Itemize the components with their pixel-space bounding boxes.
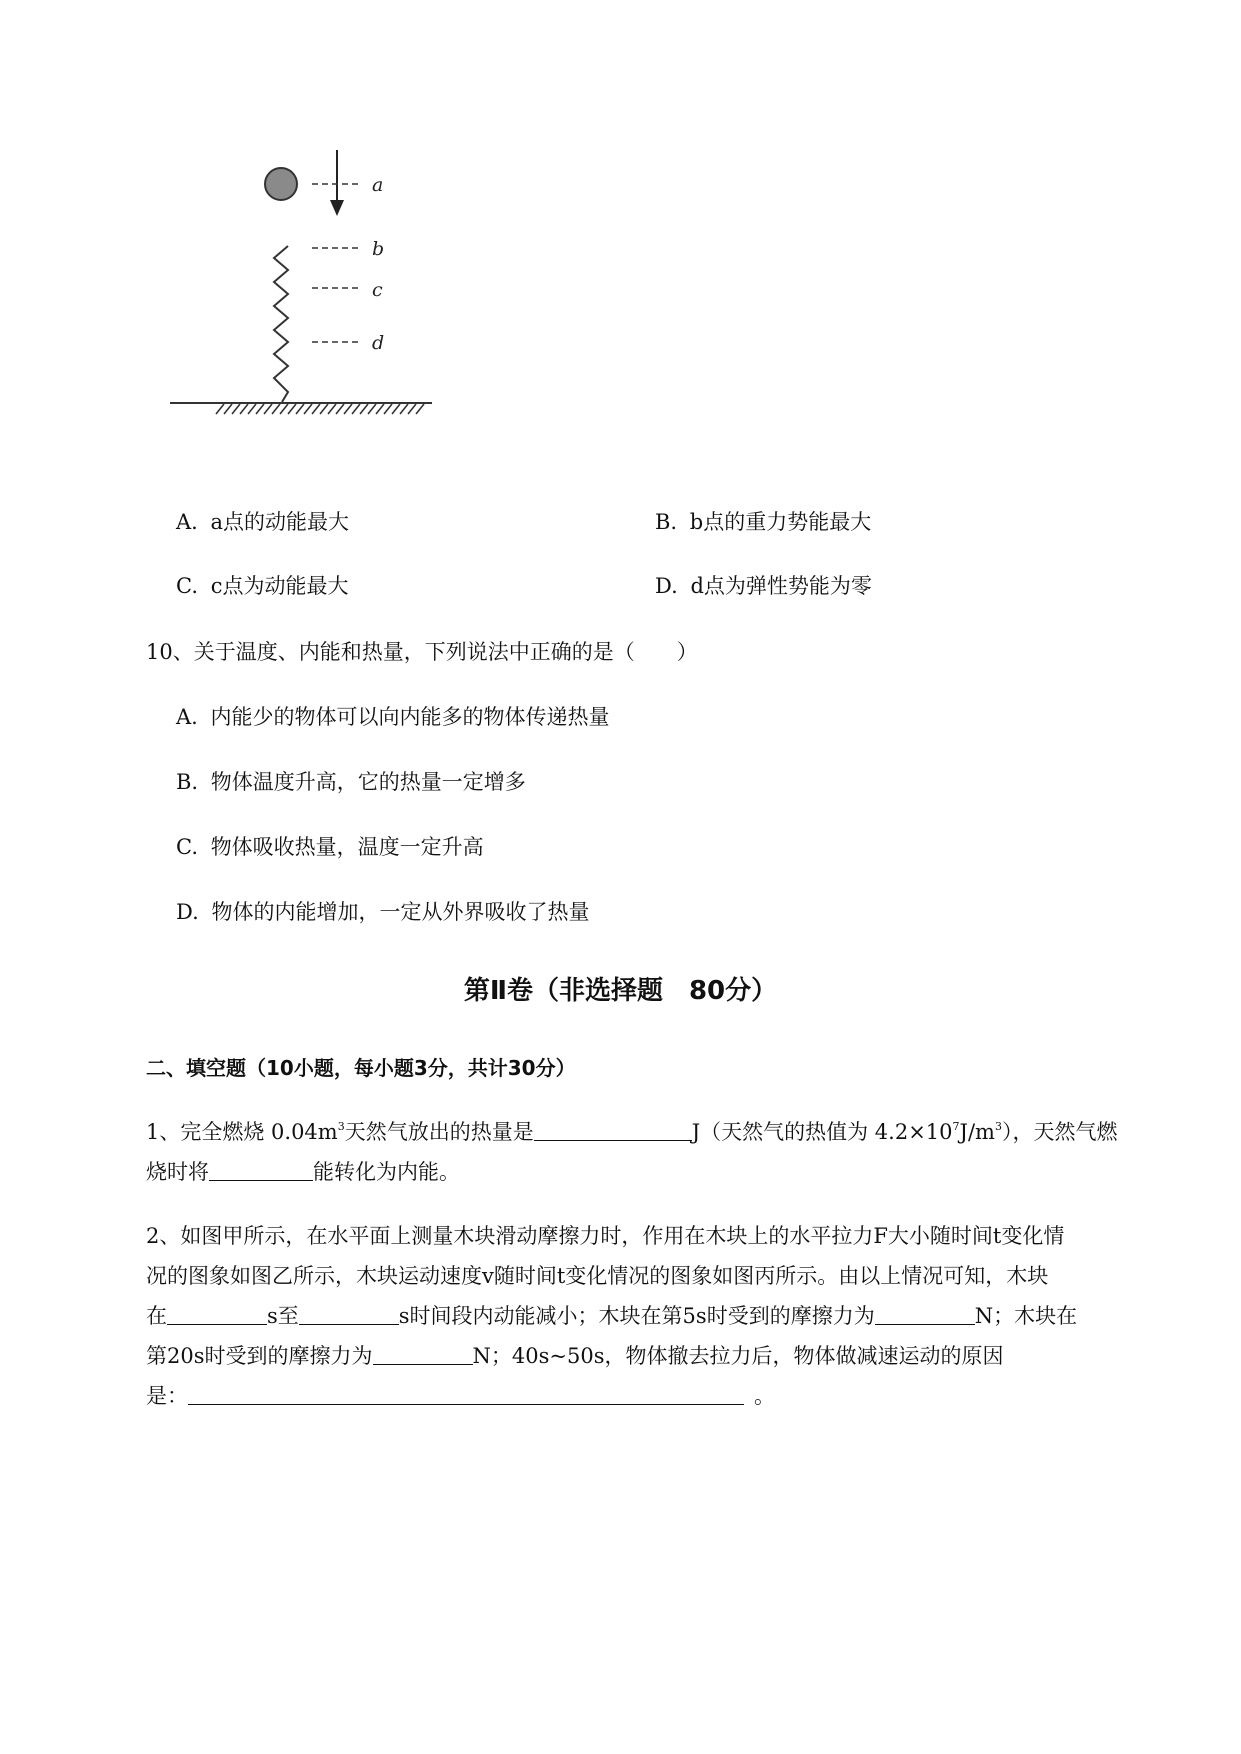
option-letter: B. bbox=[176, 770, 199, 794]
spring bbox=[274, 246, 288, 402]
q10-option-c bbox=[176, 831, 484, 861]
fill2-text: N；40s~50s，物体撤去拉力后，物体做减速运动的原因 bbox=[472, 1344, 1004, 1368]
fill1-text: 烧时将 bbox=[146, 1160, 209, 1184]
fill2-text: 是： bbox=[146, 1384, 188, 1408]
option-text: 物体温度升高，它的热量一定增多 bbox=[210, 770, 526, 794]
fill1-line2 bbox=[146, 1156, 460, 1186]
fill2-line1: 2、如图甲所示，在水平面上测量木块滑动摩擦力时，作用在木块上的水平拉力F大小随时间t变化情 bbox=[146, 1224, 1065, 1248]
fill1-text: J（天然气的热值为 4.2×10 bbox=[691, 1120, 953, 1144]
option-letter: A. bbox=[176, 705, 198, 729]
option-letter: C. bbox=[176, 574, 198, 598]
q9-option-c bbox=[176, 570, 348, 600]
option-letter: D. bbox=[655, 574, 678, 598]
fill2-blank-friction-5s[interactable] bbox=[875, 1302, 975, 1325]
option-letter: C. bbox=[176, 835, 198, 859]
fill1-superscript: 3 bbox=[337, 1120, 345, 1133]
fill2-blank-reason[interactable] bbox=[188, 1382, 744, 1405]
ball bbox=[265, 168, 297, 200]
fill2-text: s时间段内动能减小；木块在第5s时受到的摩擦力为 bbox=[398, 1304, 875, 1328]
fill2-text: N；木块在 bbox=[974, 1304, 1078, 1328]
option-text: d点为弹性势能为零 bbox=[690, 574, 872, 598]
fill-section-heading: 二、填空题（10小题，每小题3分，共计30分） bbox=[146, 1056, 576, 1080]
fill1-blank-energy[interactable] bbox=[209, 1158, 313, 1181]
label-c: c bbox=[372, 279, 383, 301]
q9-option-a bbox=[176, 506, 349, 536]
fill2-text: s至 bbox=[267, 1304, 299, 1328]
q10-option-d bbox=[176, 896, 589, 926]
label-d: d bbox=[372, 332, 385, 354]
fall-arrow-head bbox=[330, 200, 344, 216]
q10-option-a bbox=[176, 701, 610, 731]
option-text: 物体的内能增加，一定从外界吸收了热量 bbox=[211, 900, 590, 924]
option-text: 物体吸收热量，温度一定升高 bbox=[210, 835, 484, 859]
fill1-text: J/m bbox=[959, 1120, 995, 1144]
fill1-text: 天然气放出的热量是 bbox=[344, 1120, 534, 1144]
label-b: b bbox=[372, 238, 385, 260]
fill2-line3 bbox=[146, 1300, 1077, 1330]
fill2-text: 在 bbox=[146, 1304, 167, 1328]
q10-stem: 10、关于温度、内能和热量，下列说法中正确的是（ ） bbox=[146, 640, 698, 664]
fill1-superscript: 3 bbox=[994, 1120, 1002, 1133]
fill1-line1 bbox=[146, 1116, 1117, 1146]
q9-option-d bbox=[655, 570, 872, 600]
option-letter: D. bbox=[176, 900, 199, 924]
fill1-text: 能转化为内能。 bbox=[313, 1160, 460, 1184]
option-text: 内能少的物体可以向内能多的物体传递热量 bbox=[210, 705, 610, 729]
fill2-line5 bbox=[146, 1380, 775, 1410]
fill2-blank-end-time[interactable] bbox=[299, 1302, 399, 1325]
fill2-line4 bbox=[146, 1340, 1003, 1370]
fill1-text: 1、完全燃烧 0.04m bbox=[146, 1120, 338, 1144]
option-text: b点的重力势能最大 bbox=[689, 510, 872, 534]
fill2-blank-friction-20s[interactable] bbox=[373, 1342, 473, 1365]
q10-option-b bbox=[176, 766, 526, 796]
option-letter: B. bbox=[655, 510, 678, 534]
fill2-blank-start-time[interactable] bbox=[167, 1302, 267, 1325]
ball-spring-figure bbox=[170, 150, 450, 420]
fill2-text: 。 bbox=[754, 1384, 775, 1408]
fill1-text: ），天然气燃 bbox=[1001, 1120, 1118, 1144]
option-text: c点为动能最大 bbox=[210, 574, 349, 598]
q9-option-b bbox=[655, 506, 871, 536]
fill1-superscript: 7 bbox=[952, 1120, 960, 1133]
option-letter: A. bbox=[176, 510, 198, 534]
fill2-text: 第20s时受到的摩擦力为 bbox=[146, 1344, 373, 1368]
label-a: a bbox=[372, 174, 384, 196]
fill1-blank-heat[interactable] bbox=[534, 1118, 692, 1141]
fill2-line2: 况的图象如图乙所示，木块运动速度v随时间t变化情况的图象如图丙所示。由以上情况可知，木块 bbox=[146, 1264, 1049, 1288]
option-text: a点的动能最大 bbox=[210, 510, 350, 534]
ground-hatching bbox=[216, 404, 424, 414]
part2-title: 第Ⅱ卷（非选择题 80分） bbox=[463, 976, 778, 1006]
